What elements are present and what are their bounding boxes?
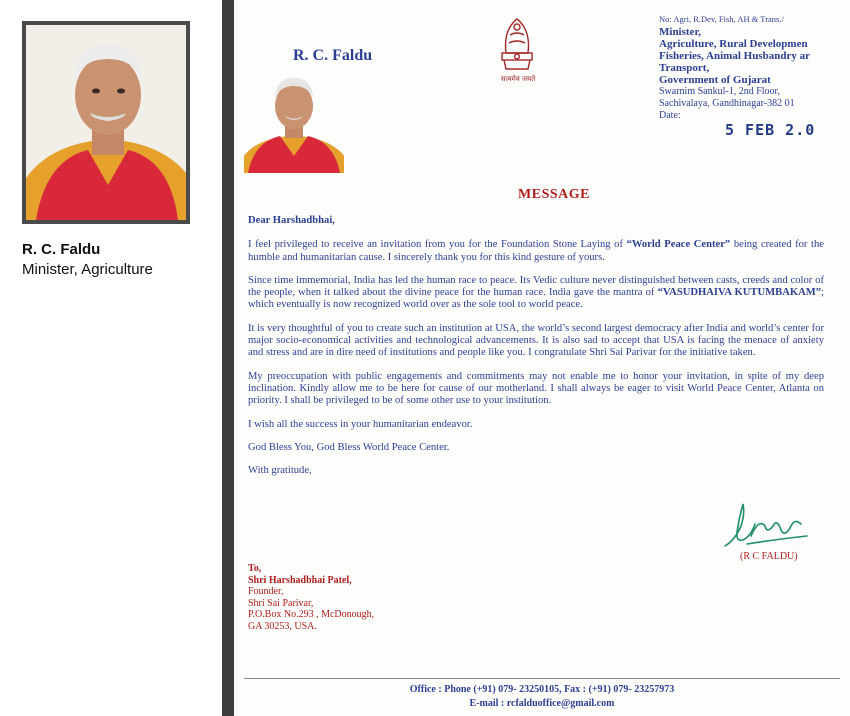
recipient-block [248, 563, 374, 632]
mantra-text: “VASUDHAIVA KUTUMBAKAM” [657, 287, 822, 299]
paragraph-institution: It is very thoughtful of you to create such an institution at USA, the world’s second largest democracy after India and world’s center for major socio-economical activities and technological advancements. It is also sad to accept that USA is facing the menace of anxiety and stress and are in dire need of institutions and people like you. I congratulate Shri Sai Parivar for the initiative taken. [248, 322, 824, 359]
minister-title-line: Fisheries, Animal Husbandry ar [659, 50, 810, 62]
date-label: Date: [659, 110, 681, 121]
paragraph-text: Since time immemorial, India has led the human race to peace. Its Vedic culture never distinguished between casts, creeds and color of the people, when it talked about the divine peace for the human race. India gave the mantra of [248, 274, 824, 299]
paragraph-india-peace [248, 275, 824, 312]
letter-body [248, 215, 824, 488]
paragraph-preoccupation: My preoccupation with public engagements and commitments may not enable me to honor your invitation, in spite of my deep inclination. Kindly allow me to be here for cause of our motherland. I shall always be eager to visit World Peace Center, Atlanta on priority. I shall be privileged to be of some other use to your institution. [248, 370, 824, 407]
signature-image [721, 496, 811, 554]
signatory-name: (R C FALDU) [740, 551, 798, 562]
letterhead-motto: सत्यमेव जयते [500, 75, 536, 83]
paragraph-text: I feel privileged to receive an invitation from you for the Foundation Stone Laying of [248, 239, 627, 251]
footer-email: E-mail : rcfalduoffice@gmail.com [469, 698, 615, 709]
paragraph-wishes: I wish all the success in your humanitarian endeavor. [248, 418, 473, 430]
national-emblem-icon [492, 13, 542, 73]
paragraph-text: ; which eventually is now recognized world over as the sole tool to world peace. [248, 287, 824, 311]
letterhead-details [659, 14, 850, 122]
letter-page [234, 0, 850, 716]
closing-line: With gratitude, [248, 465, 312, 477]
date-stamp: 5 FEB 2.0 [725, 121, 816, 139]
recipient-line: GA 30253, USA. [248, 620, 317, 632]
letterhead-photo [244, 70, 344, 173]
minister-title-line: Minister, [659, 26, 702, 38]
office-address-line: Sachivalaya, Gandhinagar-382 01 [659, 98, 795, 109]
recipient-line: Shri Sai Parivar, [248, 597, 314, 609]
recipient-name: Shri Harshadbhai Patel, [248, 574, 352, 586]
paragraph-text: being created for the humble and humanitarian cause. I sincerely thank you for this kind gesture of yours. [248, 239, 824, 263]
paragraph-blessing: God Bless You, God Bless World Peace Center. [248, 441, 450, 453]
profile-photo [22, 21, 190, 224]
paragraph-invitation [248, 239, 824, 264]
portrait-image [26, 25, 186, 220]
world-peace-center-title: “World Peace Center” [626, 239, 731, 251]
minister-title-line: Agriculture, Rural Developmen [659, 38, 808, 50]
profile-role: Minister, Agriculture [22, 261, 153, 278]
message-heading: MESSAGE [518, 187, 590, 202]
letterhead-portrait [244, 70, 344, 173]
footer-rule [244, 678, 840, 679]
letterhead-name: R. C. Faldu [293, 47, 373, 64]
divider-bar [222, 0, 234, 716]
office-address-line: Swarnim Sankul-1, 2nd Floor, [659, 86, 780, 97]
minister-title-line: Transport, [659, 62, 710, 74]
to-label: To, [248, 563, 262, 574]
footer-office-contact: Office : Phone (+91) 079- 23250105, Fax : (+91) 079- 23257973 [409, 684, 675, 695]
recipient-line: Founder, [248, 586, 284, 597]
salutation: Dear Harshadbhai, [248, 215, 335, 226]
minister-title-line: Government of Gujarat [659, 74, 771, 86]
letter-reference: No: Agri, R.Dev, Fish, AH & Trans./ [659, 14, 784, 24]
recipient-line: P.O.Box No.293 , McDonough, [248, 609, 375, 620]
profile-name: R. C. Faldu [22, 241, 101, 258]
